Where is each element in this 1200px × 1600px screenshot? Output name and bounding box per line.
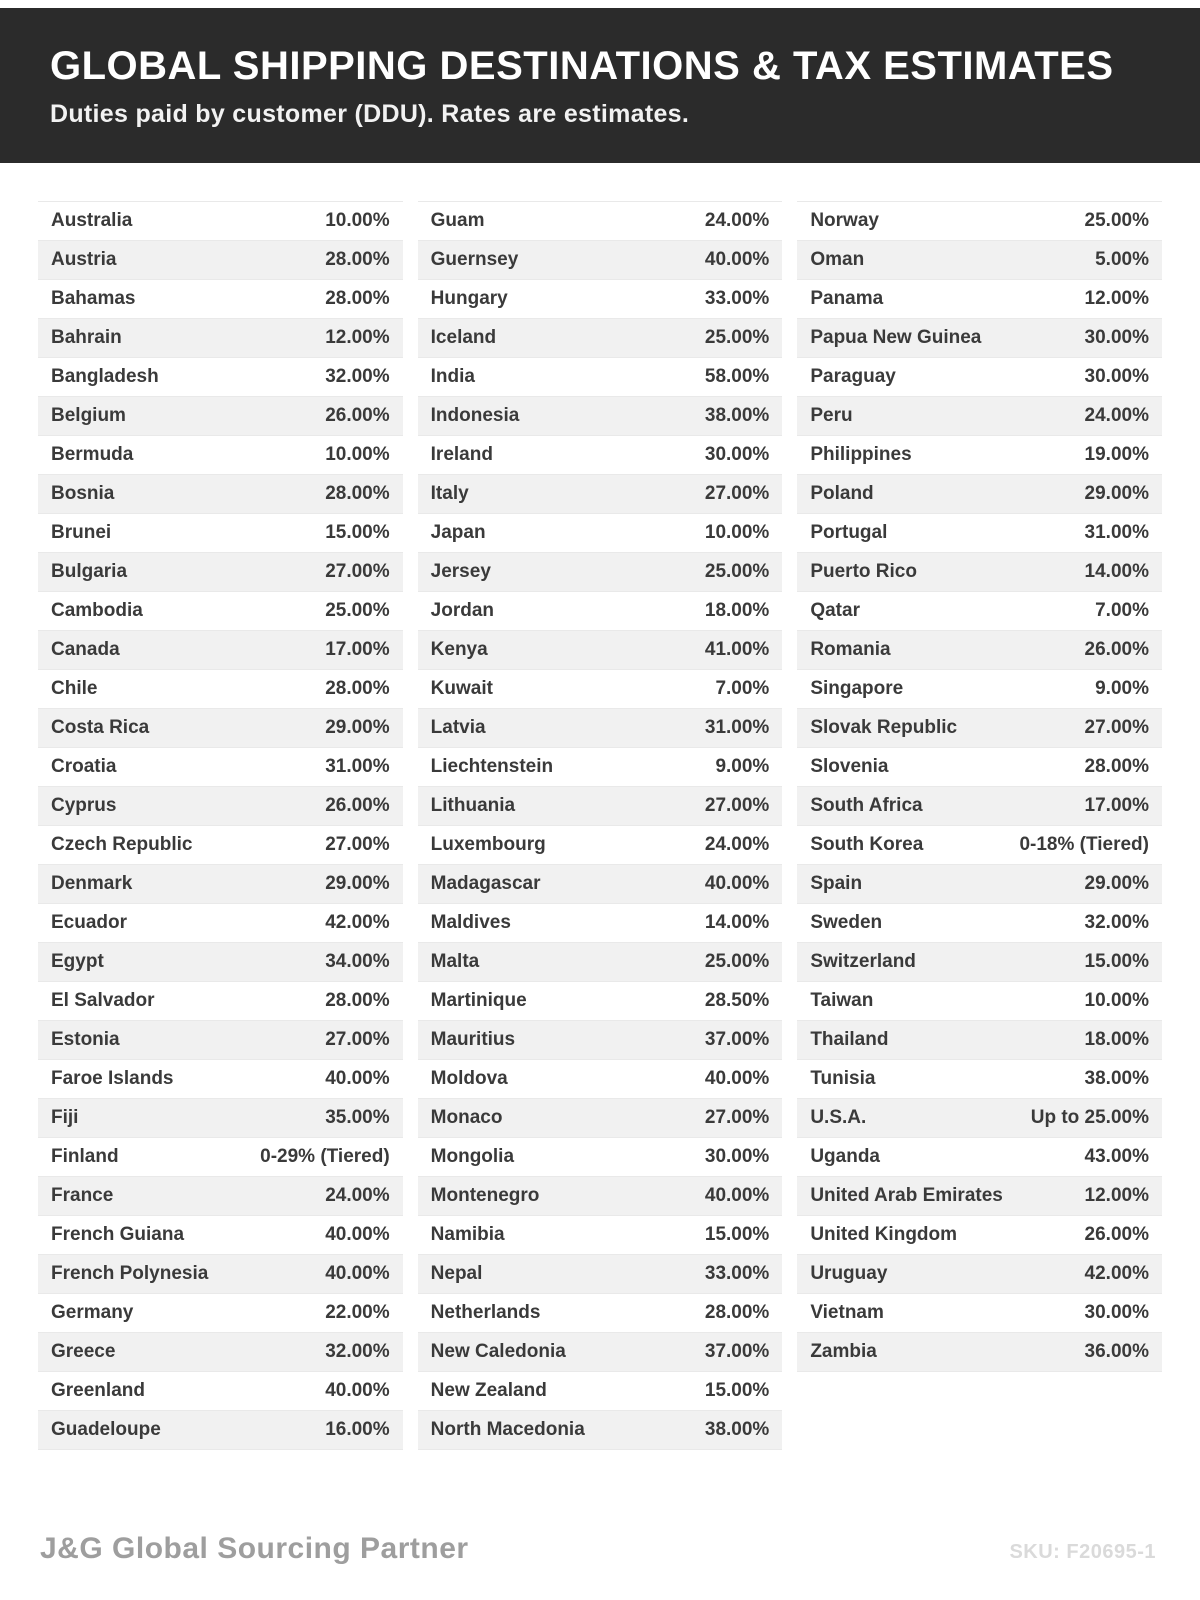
country-name: Jersey: [430, 561, 491, 582]
tax-rate: 10.00%: [1084, 990, 1149, 1011]
tax-rate: 18.00%: [704, 600, 770, 621]
tax-rate: 10.00%: [325, 444, 390, 465]
country-name: Thailand: [810, 1029, 889, 1050]
country-name: Lithuania: [430, 795, 516, 816]
rate-row: [418, 1294, 783, 1333]
rate-row: [38, 709, 403, 748]
tax-rate: 32.00%: [325, 366, 390, 387]
rate-row: [418, 241, 783, 280]
rate-row: [797, 1216, 1162, 1255]
tax-rate: 17.00%: [1084, 795, 1149, 816]
tax-rate: 29.00%: [325, 717, 390, 738]
rate-row: [797, 709, 1162, 748]
rates-column-1: [38, 201, 403, 1450]
country-name: Kenya: [430, 639, 488, 660]
tax-rate: 15.00%: [704, 1224, 770, 1245]
tax-rate: 40.00%: [325, 1380, 390, 1401]
tax-rate: 28.00%: [325, 288, 390, 309]
rate-row: [38, 475, 403, 514]
rate-row: [797, 201, 1162, 241]
tax-rate: 26.00%: [1084, 639, 1149, 660]
country-name: Kuwait: [430, 678, 493, 699]
country-name: Australia: [51, 210, 133, 231]
country-name: Mongolia: [430, 1146, 515, 1167]
country-name: Martinique: [430, 990, 527, 1011]
tax-rate: 38.00%: [1084, 1068, 1149, 1089]
rate-row: [797, 943, 1162, 982]
tax-rate: 27.00%: [325, 561, 390, 582]
rate-row: [38, 826, 403, 865]
country-name: Bosnia: [51, 483, 115, 504]
country-name: Greenland: [51, 1380, 145, 1401]
tax-rate: 40.00%: [325, 1068, 390, 1089]
country-name: New Caledonia: [430, 1341, 566, 1362]
tax-rate: 30.00%: [704, 444, 770, 465]
page-title: GLOBAL SHIPPING DESTINATIONS & TAX ESTIMATES: [50, 44, 1114, 88]
rate-row: [418, 904, 783, 943]
tax-rate: 42.00%: [1084, 1263, 1149, 1284]
country-name: Poland: [810, 483, 874, 504]
country-name: Belgium: [51, 405, 126, 426]
rate-row: [797, 748, 1162, 787]
tax-rate: 15.00%: [325, 522, 390, 543]
tax-rate: 40.00%: [325, 1224, 390, 1245]
country-name: Canada: [51, 639, 120, 660]
country-name: Estonia: [51, 1029, 120, 1050]
rates-column-2: [418, 201, 783, 1450]
rate-row: [797, 1255, 1162, 1294]
tax-rate: 40.00%: [704, 873, 770, 894]
tax-rate: 24.00%: [704, 834, 770, 855]
rate-row: [38, 280, 403, 319]
rate-row: [797, 1138, 1162, 1177]
country-name: Switzerland: [810, 951, 916, 972]
tax-rate: 28.00%: [325, 483, 390, 504]
rate-row: [38, 631, 403, 670]
rate-row: [797, 319, 1162, 358]
country-name: Chile: [51, 678, 98, 699]
tax-rate: 10.00%: [704, 522, 770, 543]
tax-rate: 40.00%: [325, 1263, 390, 1284]
rate-row: [797, 397, 1162, 436]
rate-row: [797, 592, 1162, 631]
country-name: Ireland: [430, 444, 493, 465]
tax-rate: 27.00%: [325, 1029, 390, 1050]
tax-rate: 32.00%: [325, 1341, 390, 1362]
rate-row: [418, 865, 783, 904]
tax-rate: 30.00%: [704, 1146, 770, 1167]
rate-row: [38, 943, 403, 982]
rate-row: [38, 670, 403, 709]
country-name: Qatar: [810, 600, 860, 621]
country-name: Liechtenstein: [430, 756, 554, 777]
rate-row: [797, 514, 1162, 553]
tax-rate: 14.00%: [704, 912, 770, 933]
tax-rate: 19.00%: [1084, 444, 1149, 465]
tax-rate: 40.00%: [704, 249, 770, 270]
country-name: Cambodia: [51, 600, 143, 621]
country-name: United Arab Emirates: [810, 1185, 1003, 1206]
rate-row: [797, 1294, 1162, 1333]
country-name: New Zealand: [430, 1380, 547, 1401]
country-name: Costa Rica: [51, 717, 150, 738]
tax-rate: 35.00%: [325, 1107, 390, 1128]
rate-row: [418, 1216, 783, 1255]
tax-rate: 28.00%: [325, 678, 390, 699]
country-name: Maldives: [430, 912, 511, 933]
country-name: Bermuda: [51, 444, 134, 465]
rate-row: [38, 1021, 403, 1060]
tax-rate: 0-29% (Tiered): [260, 1146, 390, 1167]
country-name: French Polynesia: [51, 1263, 209, 1284]
country-name: Tunisia: [810, 1068, 876, 1089]
rate-row: [38, 1216, 403, 1255]
rate-row: [418, 436, 783, 475]
tax-rate: 36.00%: [1084, 1341, 1149, 1362]
rate-row: [418, 982, 783, 1021]
tax-rate: 28.00%: [325, 990, 390, 1011]
rate-row: [38, 865, 403, 904]
country-name: Iceland: [430, 327, 497, 348]
tax-rate: 25.00%: [325, 600, 390, 621]
rate-row: [797, 436, 1162, 475]
rate-row: [418, 1333, 783, 1372]
country-name: Guadeloupe: [51, 1419, 161, 1440]
footer: [0, 1532, 1200, 1566]
country-name: Bangladesh: [51, 366, 159, 387]
tax-rate: 29.00%: [1084, 873, 1149, 894]
tax-rate: 28.00%: [704, 1302, 770, 1323]
rate-row: [797, 670, 1162, 709]
rate-row: [38, 982, 403, 1021]
rate-row: [38, 397, 403, 436]
rate-row: [418, 592, 783, 631]
tax-rate: 40.00%: [704, 1068, 770, 1089]
country-name: Slovak Republic: [810, 717, 958, 738]
rate-row: [797, 982, 1162, 1021]
tax-rate: 30.00%: [1084, 366, 1149, 387]
country-name: Austria: [51, 249, 117, 270]
tax-rate: 9.00%: [1095, 678, 1149, 699]
country-name: Peru: [810, 405, 853, 426]
tax-rate: 25.00%: [704, 561, 770, 582]
country-name: Monaco: [430, 1107, 503, 1128]
rate-row: [797, 631, 1162, 670]
tax-rate: 27.00%: [704, 795, 770, 816]
tax-rate: 15.00%: [1084, 951, 1149, 972]
tax-rate: 16.00%: [325, 1419, 390, 1440]
country-name: Bulgaria: [51, 561, 128, 582]
rate-row: [797, 241, 1162, 280]
tax-rate: 27.00%: [325, 834, 390, 855]
rate-row: [797, 1060, 1162, 1099]
country-name: Czech Republic: [51, 834, 193, 855]
tax-rate: 33.00%: [704, 288, 770, 309]
rate-row: [38, 319, 403, 358]
rate-row: [418, 1021, 783, 1060]
country-name: Norway: [810, 210, 879, 231]
tax-rate: 25.00%: [704, 951, 770, 972]
tax-rate: 27.00%: [704, 483, 770, 504]
country-name: Portugal: [810, 522, 888, 543]
country-name: Indonesia: [430, 405, 520, 426]
country-name: South Africa: [810, 795, 923, 816]
rate-row: [797, 553, 1162, 592]
country-name: Hungary: [430, 288, 508, 309]
tax-rate: 30.00%: [1084, 1302, 1149, 1323]
country-name: Spain: [810, 873, 863, 894]
country-name: Namibia: [430, 1224, 505, 1245]
rate-row: [38, 1333, 403, 1372]
tax-rate: 12.00%: [1084, 288, 1149, 309]
tax-rate: 37.00%: [704, 1029, 770, 1050]
brand-text: J&G Global Sourcing Partner: [40, 1532, 469, 1565]
rate-row: [38, 1138, 403, 1177]
header: [0, 8, 1200, 163]
rate-row: [797, 904, 1162, 943]
country-name: Papua New Guinea: [810, 327, 982, 348]
country-name: Egypt: [51, 951, 104, 972]
country-name: Bahrain: [51, 327, 122, 348]
tax-rate: 0-18% (Tiered): [1019, 834, 1149, 855]
rate-row: [38, 1372, 403, 1411]
country-name: Zambia: [810, 1341, 877, 1362]
tax-rate: 42.00%: [325, 912, 390, 933]
rate-row: [418, 319, 783, 358]
country-name: Uruguay: [810, 1263, 888, 1284]
tax-rate: 31.00%: [325, 756, 390, 777]
tax-rate: 24.00%: [1084, 405, 1149, 426]
tax-rate: 27.00%: [704, 1107, 770, 1128]
tax-rate: 26.00%: [325, 405, 390, 426]
tax-rate: 33.00%: [704, 1263, 770, 1284]
rate-row: [418, 514, 783, 553]
tax-rate: 15.00%: [704, 1380, 770, 1401]
rate-row: [418, 397, 783, 436]
country-name: Netherlands: [430, 1302, 541, 1323]
country-name: Brunei: [51, 522, 112, 543]
country-name: Puerto Rico: [810, 561, 917, 582]
rate-row: [418, 943, 783, 982]
tax-rate: 31.00%: [1084, 522, 1149, 543]
country-name: Paraguay: [810, 366, 896, 387]
rate-row: [797, 1333, 1162, 1372]
tax-rate: 9.00%: [715, 756, 770, 777]
rate-row: [418, 553, 783, 592]
tax-rate: 32.00%: [1084, 912, 1149, 933]
country-name: India: [430, 366, 475, 387]
country-name: Singapore: [810, 678, 904, 699]
tax-rate: 14.00%: [1084, 561, 1149, 582]
country-name: Taiwan: [810, 990, 874, 1011]
rate-row: [418, 670, 783, 709]
page-subtitle: Duties paid by customer (DDU). Rates are estimates.: [50, 100, 690, 128]
country-name: Denmark: [51, 873, 133, 894]
country-name: South Korea: [810, 834, 924, 855]
country-name: Bahamas: [51, 288, 136, 309]
country-name: Oman: [810, 249, 865, 270]
country-name: Guernsey: [430, 249, 519, 270]
rate-row: [38, 1294, 403, 1333]
rate-row: [418, 1060, 783, 1099]
rate-row: [418, 1138, 783, 1177]
country-name: Panama: [810, 288, 884, 309]
tax-rate: 7.00%: [715, 678, 770, 699]
country-name: Mauritius: [430, 1029, 516, 1050]
country-name: Slovenia: [810, 756, 889, 777]
tax-rate: 22.00%: [325, 1302, 390, 1323]
tax-rate: 18.00%: [1084, 1029, 1149, 1050]
rate-row: [38, 201, 403, 241]
country-name: Cyprus: [51, 795, 117, 816]
country-name: U.S.A.: [810, 1107, 867, 1128]
rate-row: [38, 1255, 403, 1294]
rate-row: [797, 865, 1162, 904]
sku-label: SKU: F20695-1: [1009, 1541, 1156, 1563]
tax-rate: 26.00%: [325, 795, 390, 816]
country-name: Japan: [430, 522, 486, 543]
country-name: Croatia: [51, 756, 117, 777]
country-name: Greece: [51, 1341, 116, 1362]
rates-table: [38, 201, 1162, 1450]
country-name: France: [51, 1185, 114, 1206]
rate-row: [38, 1099, 403, 1138]
rate-row: [418, 280, 783, 319]
country-name: Faroe Islands: [51, 1068, 174, 1089]
tax-rate: 29.00%: [325, 873, 390, 894]
country-name: Germany: [51, 1302, 134, 1323]
tax-rate: 24.00%: [704, 210, 770, 231]
rate-row: [418, 631, 783, 670]
rate-row: [418, 787, 783, 826]
rate-row: [38, 436, 403, 475]
tax-rate: 12.00%: [1084, 1185, 1149, 1206]
tax-rate: 28.00%: [325, 249, 390, 270]
country-name: North Macedonia: [430, 1419, 585, 1440]
rate-row: [797, 1099, 1162, 1138]
rate-row: [797, 1177, 1162, 1216]
tax-rate: 7.00%: [1095, 600, 1149, 621]
rate-row: [418, 1099, 783, 1138]
country-name: Luxembourg: [430, 834, 546, 855]
tax-rate: Up to 25.00%: [1030, 1107, 1149, 1128]
country-name: Malta: [430, 951, 480, 972]
tax-rate: 5.00%: [1095, 249, 1149, 270]
tax-rate: 28.50%: [704, 990, 770, 1011]
rate-row: [418, 475, 783, 514]
rate-row: [38, 1060, 403, 1099]
rate-row: [418, 709, 783, 748]
rate-row: [797, 475, 1162, 514]
tax-rate: 25.00%: [704, 327, 770, 348]
rate-row: [38, 592, 403, 631]
tax-rate: 17.00%: [325, 639, 390, 660]
rate-row: [418, 1411, 783, 1450]
country-name: Italy: [430, 483, 469, 504]
country-name: Sweden: [810, 912, 883, 933]
tax-rate: 40.00%: [704, 1185, 770, 1206]
tax-rate: 58.00%: [704, 366, 770, 387]
country-name: Romania: [810, 639, 891, 660]
rate-row: [418, 1177, 783, 1216]
rate-row: [38, 787, 403, 826]
rate-row: [418, 748, 783, 787]
country-name: Uganda: [810, 1146, 881, 1167]
country-name: Finland: [51, 1146, 119, 1167]
tax-rate: 12.00%: [325, 327, 390, 348]
rate-row: [797, 826, 1162, 865]
tax-rate: 29.00%: [1084, 483, 1149, 504]
rate-row: [797, 787, 1162, 826]
rate-row: [38, 1411, 403, 1450]
rate-row: [38, 241, 403, 280]
country-name: Philippines: [810, 444, 912, 465]
rate-row: [38, 748, 403, 787]
rate-row: [418, 1255, 783, 1294]
tax-rate: 38.00%: [704, 405, 770, 426]
country-name: Guam: [430, 210, 485, 231]
rate-row: [418, 826, 783, 865]
country-name: Nepal: [430, 1263, 483, 1284]
rate-row: [797, 1021, 1162, 1060]
tax-rate: 30.00%: [1084, 327, 1149, 348]
country-name: Vietnam: [810, 1302, 884, 1323]
rate-row: [38, 358, 403, 397]
tax-rate: 37.00%: [704, 1341, 770, 1362]
country-name: Madagascar: [430, 873, 541, 894]
rate-row: [797, 280, 1162, 319]
tax-rate: 34.00%: [325, 951, 390, 972]
country-name: Fiji: [51, 1107, 79, 1128]
country-name: Moldova: [430, 1068, 508, 1089]
country-name: Jordan: [430, 600, 495, 621]
tax-rate: 28.00%: [1084, 756, 1149, 777]
country-name: Ecuador: [51, 912, 128, 933]
rate-row: [38, 904, 403, 943]
rate-row: [38, 1177, 403, 1216]
rate-row: [38, 514, 403, 553]
tax-rate: 31.00%: [704, 717, 770, 738]
rate-row: [418, 1372, 783, 1411]
rate-row: [418, 201, 783, 241]
country-name: Latvia: [430, 717, 486, 738]
tax-rate: 43.00%: [1084, 1146, 1149, 1167]
country-name: French Guiana: [51, 1224, 185, 1245]
country-name: United Kingdom: [810, 1224, 958, 1245]
tax-rate: 26.00%: [1084, 1224, 1149, 1245]
tax-rate: 41.00%: [704, 639, 770, 660]
tax-rate: 24.00%: [325, 1185, 390, 1206]
rate-row: [38, 553, 403, 592]
rate-row: [418, 358, 783, 397]
rate-row: [797, 358, 1162, 397]
tax-rate: 10.00%: [325, 210, 390, 231]
tax-rate: 38.00%: [704, 1419, 770, 1440]
country-name: El Salvador: [51, 990, 155, 1011]
country-name: Montenegro: [430, 1185, 540, 1206]
rates-column-3: [797, 201, 1162, 1372]
tax-rate: 25.00%: [1084, 210, 1149, 231]
tax-rate: 27.00%: [1084, 717, 1149, 738]
